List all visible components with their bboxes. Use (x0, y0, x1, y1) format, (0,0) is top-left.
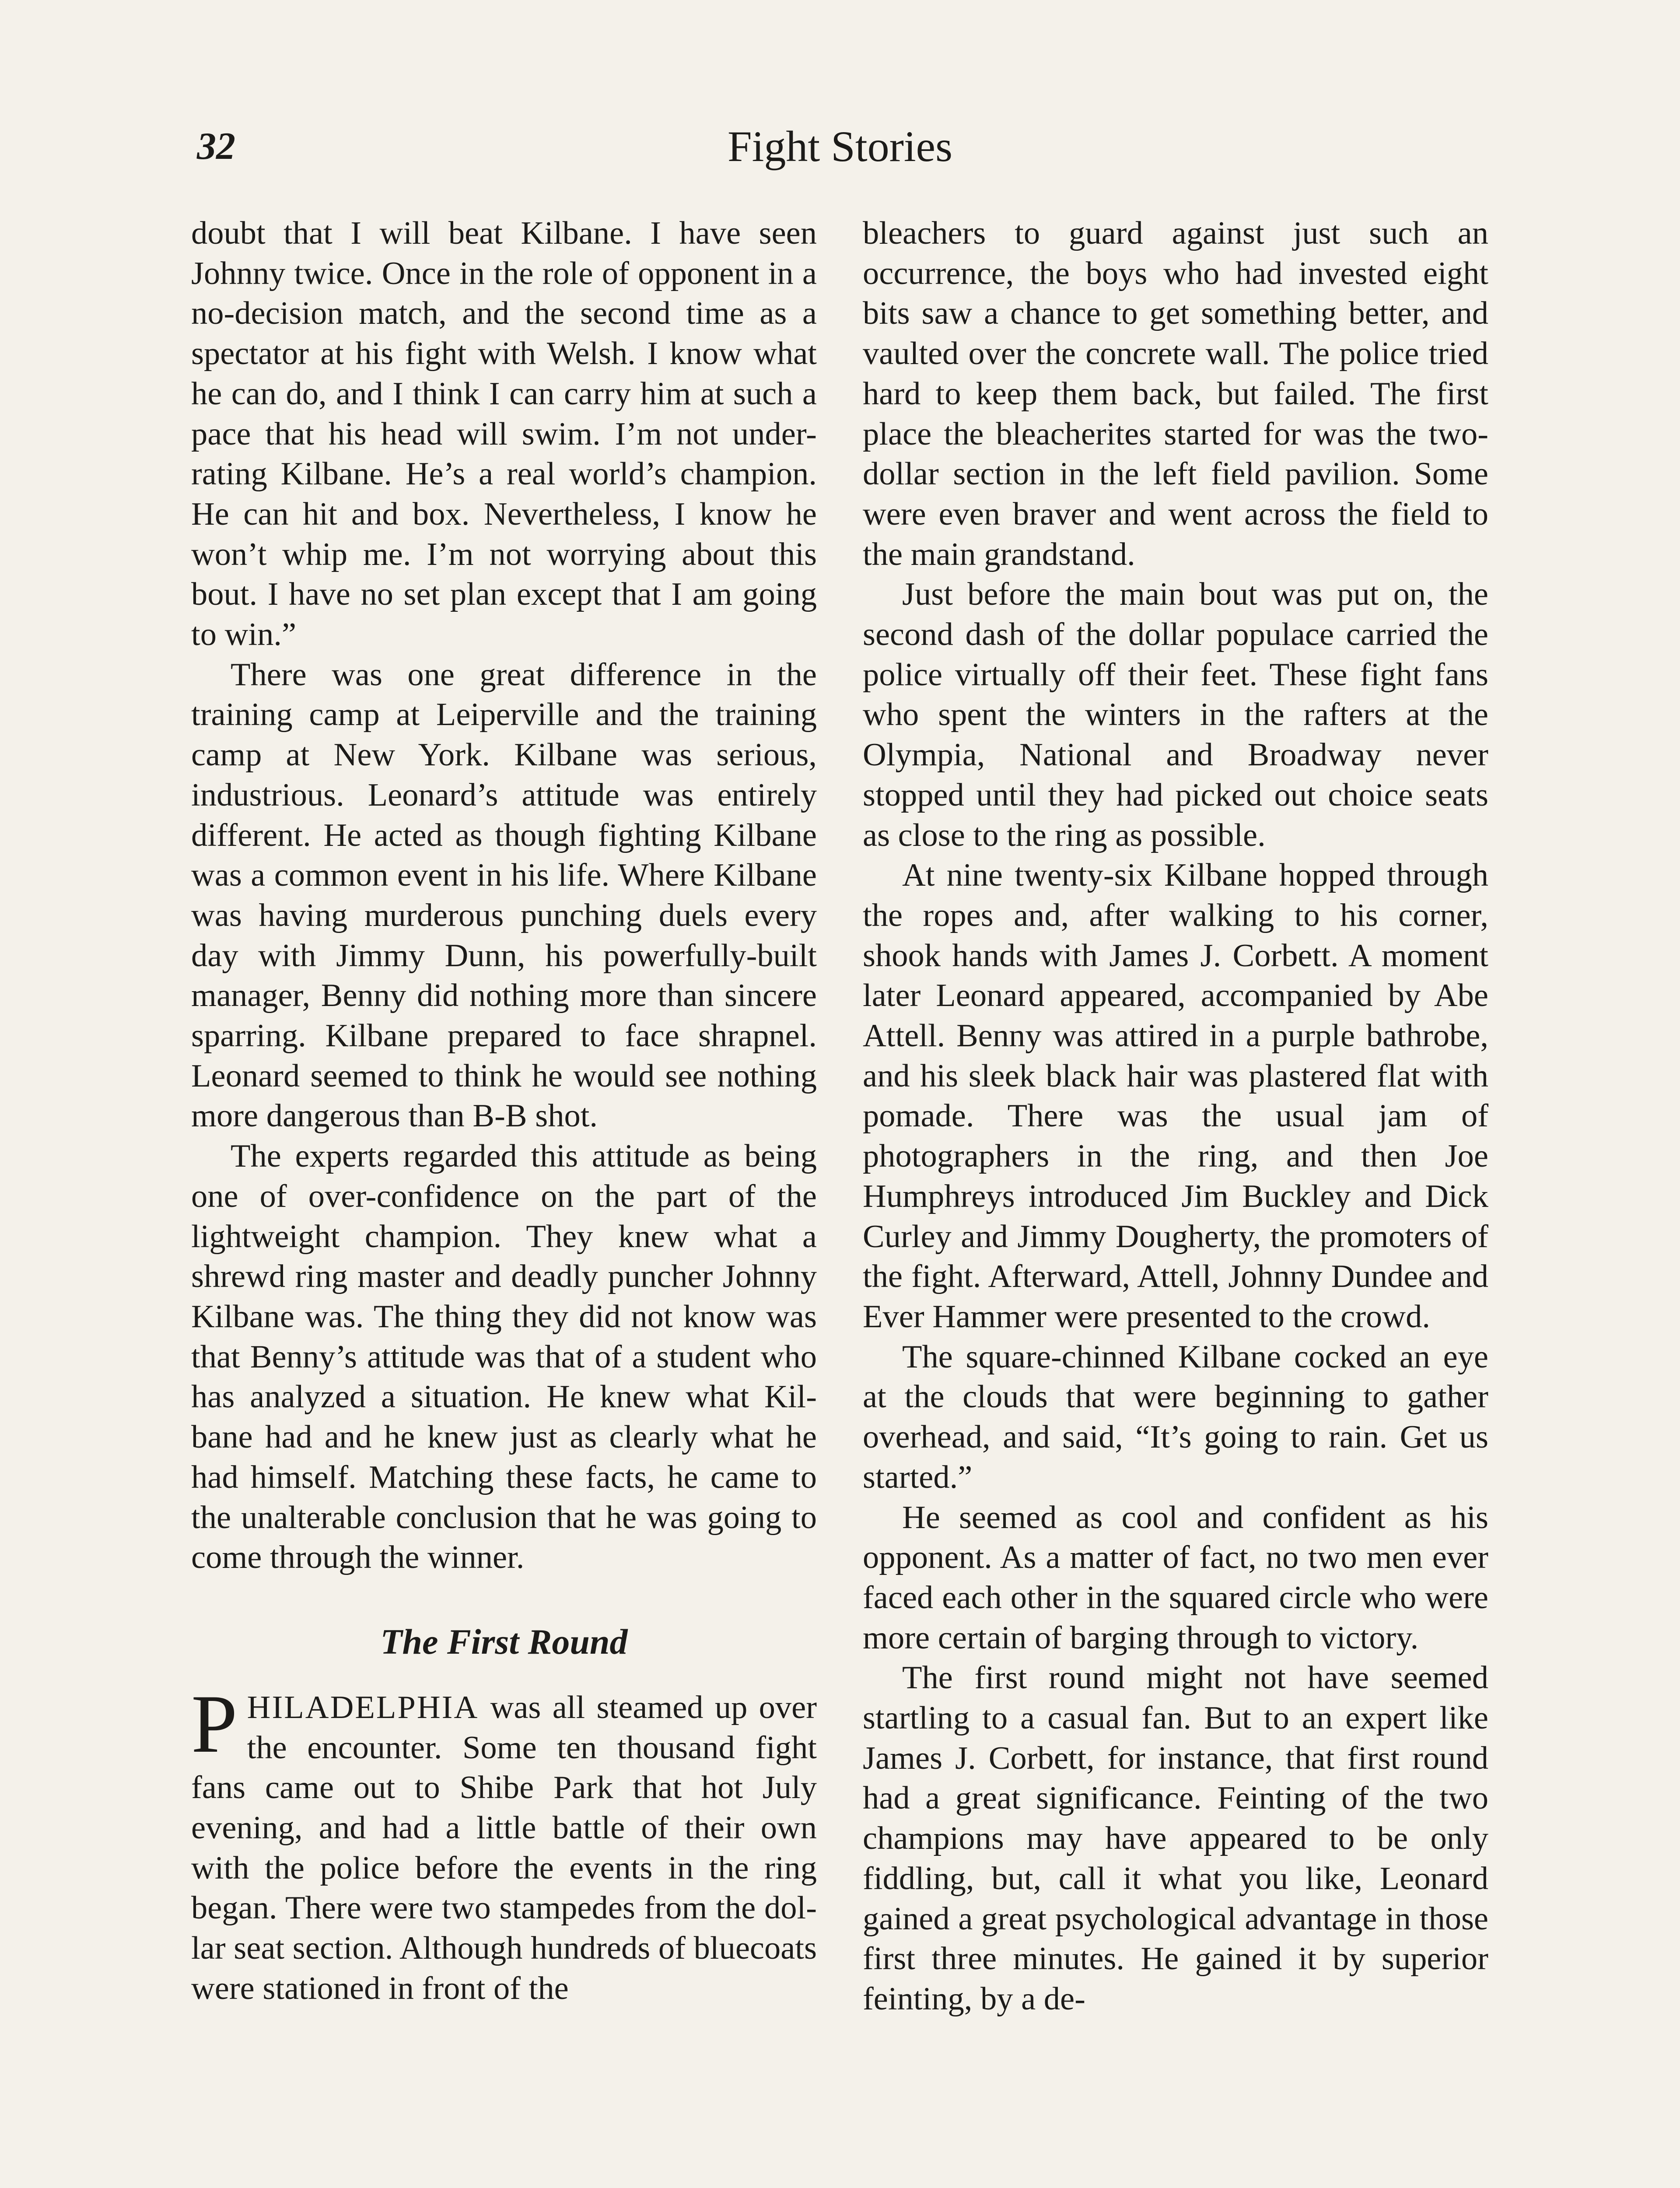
lead-paragraph (191, 1678, 817, 2009)
lead-first-word: HILADELPHIA (247, 1689, 479, 1725)
page-header (192, 112, 1488, 177)
left-column (191, 214, 817, 2009)
running-title: Fight Stories (728, 122, 952, 171)
paragraph: The square-chinned Kilbane cocked an eye at the clouds that were beginning to gather overhead, and said, “It’s going to rain. Get us started.” (863, 1339, 1488, 1495)
paragraph: There was one great difference in the training camp at Leiperville and the training camp at New York. Kilbane was serious, industrious. Leonard’s attitude was entirely different. He acted as though fighting Kilbane was a common event in his life. Where Kilbane was having murderous punching duels every day with Jimmy Dunn, his powerfully-built manager, Benny did nothing more than sincere sparring. Kilbane prepared to face shrapnel. Leonard seemed to think he would see nothing more dangerous than B-B shot. (191, 656, 817, 1134)
paragraph: doubt that I will beat Kilbane. I have seen Johnny twice. Once in the role of opponent in a no-decision match, and the second time as a spectator at his fight with Welsh. I know what he can do, and I think I can carry him at such a pace that his head will swim. I’m not under-rating Kilbane. He’s a real world’s champion. He can hit and box. Nevertheless, I know he won’t whip me. I’m not worrying about this bout. I have no set plan except that I am going to win.” (191, 215, 817, 653)
page-number: 32 (197, 125, 235, 168)
paragraph: He seemed as cool and confident as his opponent. As a matter of fact, no two men ever faced each other in the squared circle who were more certain of barging through to victory. (863, 1499, 1488, 1656)
drop-cap: P (191, 1678, 238, 1770)
paragraph: The first round might not have seemed startling to a casual fan. But to an expert like James J. Corbett, for instance, that first round had a great significance. Feinting of the two champions may have appeared to be only fiddling, but, call it what you like, Leonard gained a great psychological advantage in those first three minutes. He gained it by superior feinting, by a de- (863, 1660, 1488, 2017)
paragraph: bleachers to guard against just such an occurrence, the boys who had invested eight bits saw a chance to get something better, and vaulted over the concrete wall. The police tried hard to keep them back, but failed. The first place the bleacherites started for was the two-dollar section in the left field pavilion. Some were even braver and went across the field to the main grandstand. (863, 215, 1488, 572)
paragraph: Just before the main bout was put on, the second dash of the dollar populace carried the police virtually off their feet. These fight fans who spent the winters in the rafters at the Olympia, National and Broadway never stopped until they had picked out choice seats as close to the ring as possible. (863, 576, 1488, 853)
paragraph: The experts regarded this attitude as being one of over-confidence on the part of the lightweight champion. They knew what a shrewd ring master and deadly puncher Johnny Kilbane was. The thing they did not know was that Benny’s attitude was that of a student who has analyzed a situation. He knew what Kilbane had and he knew just as clearly what he had himself. Matching these facts, he came to the unalterable conclusion that he was going to come through the winner. (191, 1138, 817, 1576)
right-column (863, 214, 1488, 2020)
paragraph: At nine twenty-six Kilbane hopped through the ropes and, after walking to his corner, shook hands with James J. Corbett. A moment later Leonard appeared, accompanied by Abe Attell. Benny was attired in a purple bathrobe, and his sleek black hair was plastered flat with pomade. There was the usual jam of photographers in the ring, and then Joe Humphreys introduced Jim Buckley and Dick Curley and Jimmy Dougherty, the promoters of the fight. Afterward, Attell, Johnny Dundee and Ever Hammer were presented to the crowd. (863, 857, 1488, 1335)
lead-paragraph-text: was all steamed up over the encounter. Some ten thousand fight fans came out to Shibe Park that hot July evening, and had a little battle of their own with the police before the events in the ring began. There were two stampedes from the dollar seat section. Although hundreds of bluecoats were stationed in front of the (191, 1689, 817, 2006)
section-heading: The First Round (380, 1621, 628, 1662)
